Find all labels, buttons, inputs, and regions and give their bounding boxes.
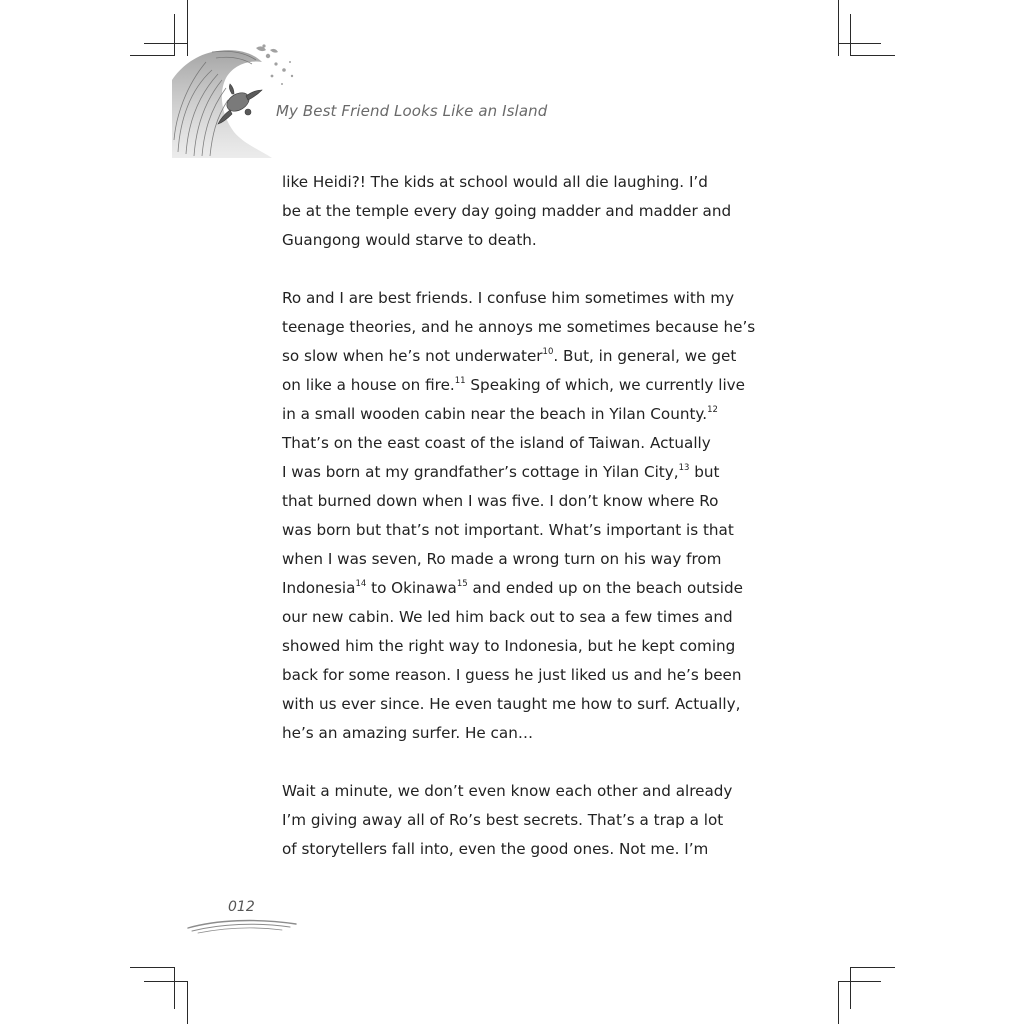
text-line [282, 661, 752, 690]
text-line [282, 197, 752, 226]
text-run: of storytellers fall into, even the good ones. Not me. I’m [282, 840, 709, 858]
footnote-marker: 15 [456, 579, 468, 589]
footnote-marker: 11 [454, 376, 466, 386]
text-run: but [689, 463, 720, 481]
text-line [282, 342, 752, 371]
text-run: in a small wooden cabin near the beach in Yilan County. [282, 405, 708, 423]
text-line [282, 429, 752, 458]
text-line [282, 516, 752, 545]
text-line [282, 284, 752, 313]
text-run: Speaking of which, we currently live [465, 376, 746, 394]
text-run: to Okinawa [366, 579, 457, 597]
crop-mark-top-right-v2 [838, 0, 839, 56]
paragraph-gap [282, 748, 752, 777]
text-run: Wait a minute, we don’t even know each other and already [282, 782, 733, 800]
text-run: was born but that’s not important. What’s important is that [282, 521, 734, 539]
text-run: when I was seven, Ro made a wrong turn on his way from [282, 550, 722, 568]
footnote-marker: 10 [542, 347, 554, 357]
crop-mark-top-right-v1 [850, 14, 851, 56]
text-line [282, 371, 752, 400]
running-title: My Best Friend Looks Like an Island [276, 102, 548, 120]
crop-mark-bottom-right-v1 [850, 967, 851, 1009]
crop-mark-top-right-h1 [850, 55, 895, 56]
text-run: I’m giving away all of Ro’s best secrets. That’s a trap a lot [282, 811, 724, 829]
text-line [282, 313, 756, 342]
text-line [282, 777, 752, 806]
footnote-marker: 12 [707, 405, 718, 415]
paragraph-gap [282, 255, 752, 284]
text-line [282, 168, 752, 197]
text-run: with us ever since. He even taught me how to surf. Actually, [282, 695, 741, 713]
text-line [282, 719, 752, 748]
text-run: and ended up on the beach outside [467, 579, 743, 597]
text-line [282, 458, 752, 487]
body-text [282, 168, 756, 864]
text-run: That’s on the east coast of the island of Taiwan. Actually [282, 434, 711, 452]
text-run: showed him the right way to Indonesia, but he kept coming [282, 637, 736, 655]
crop-mark-bottom-right-v2 [838, 981, 839, 1024]
text-run: Indonesia [282, 579, 356, 597]
text-run: . But, in general, we get [553, 347, 737, 365]
text-run: I was born at my grandfather’s cottage in Yilan City, [282, 463, 679, 481]
crop-mark-bottom-left-v2 [187, 981, 188, 1024]
crop-mark-bottom-left-h2 [144, 981, 187, 982]
crop-mark-top-left-h1 [130, 55, 175, 56]
crop-mark-bottom-right-h1 [850, 967, 895, 968]
text-line [282, 603, 752, 632]
crop-mark-top-right-h2 [838, 43, 881, 44]
footnote-marker: 14 [355, 579, 367, 589]
text-line [282, 400, 752, 429]
text-run: that burned down when I was five. I don’t know where Ro [282, 492, 719, 510]
text-run: our new cabin. We led him back out to sea a few times and [282, 608, 733, 626]
page-number: 012 [228, 899, 255, 915]
text-run: be at the temple every day going madder and madder and [282, 202, 732, 220]
wave-with-turtle-icon [172, 40, 312, 160]
crop-mark-bottom-left-h1 [130, 967, 175, 968]
text-line [282, 545, 752, 574]
text-line [282, 226, 752, 255]
text-run: Guangong would starve to death. [282, 231, 537, 249]
text-line [282, 690, 752, 719]
text-run: so slow when he’s not underwater [282, 347, 543, 365]
text-run: teenage theories, and he annoys me sometimes because he’s [282, 318, 756, 336]
text-line [282, 487, 752, 516]
text-run: Ro and I are best friends. I confuse him sometimes with my [282, 289, 735, 307]
crop-mark-bottom-right-h2 [838, 981, 881, 982]
text-run: back for some reason. I guess he just liked us and he’s been [282, 666, 742, 684]
text-line [282, 806, 752, 835]
text-run: like Heidi?! The kids at school would all die laughing. I’d [282, 173, 708, 191]
footnote-marker: 13 [678, 463, 690, 473]
text-line [282, 574, 752, 603]
swoosh-lines-icon [186, 914, 298, 934]
text-run: he’s an amazing surfer. He can… [282, 724, 534, 742]
text-line [282, 632, 752, 661]
crop-mark-bottom-left-v1 [174, 967, 175, 1009]
text-run: on like a house on fire. [282, 376, 455, 394]
text-line [282, 835, 752, 864]
